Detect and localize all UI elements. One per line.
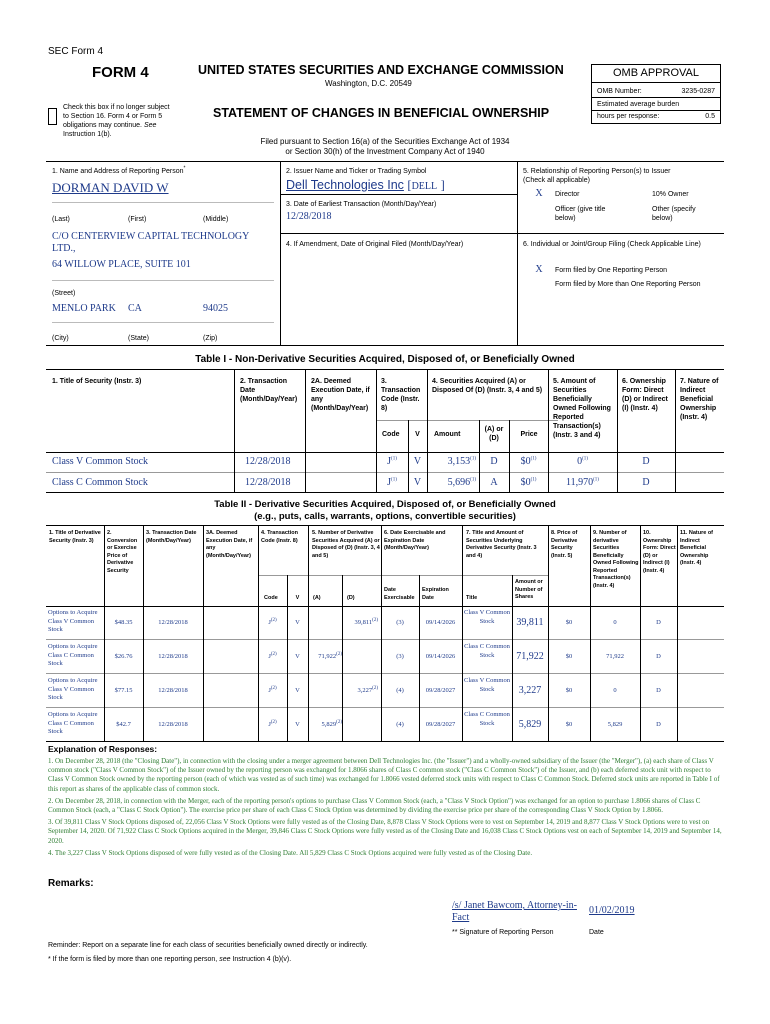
footnote: * If the form is filed by more than one reporting person, see Instruction 4 (b)(v). <box>48 956 292 963</box>
t1-row-owned: 0$^{(1)}$ <box>577 456 588 467</box>
t2-row-price: $77.15 <box>114 687 133 694</box>
t1-row-price: $0$^{(1)}$ <box>520 456 537 467</box>
checkbox-note-line3: obligations may continue. <box>63 122 142 129</box>
t2-amount-header: Amount or Number of Shares <box>515 579 543 600</box>
explanation-note: 2. On December 28, 2018, in connection with the Merger, each of the reporting person's options to purchase Class V Common Stock (each, a "Class V Stock Option") was exchanged for an option to purchase 1.8066 shares of Class C Common Stock (each, a "Class C Stock Option"). The exercise price per share of each Class C Stock Option was determined by dividing the exercise price per share of the corresponding Class V Stock Option by 1.8066. <box>48 796 701 815</box>
t1-row-v: V <box>413 456 422 467</box>
t1-h2: 2. Transaction Date (Month/Day/Year) <box>240 378 298 403</box>
t2-row-underlying-title: Class C Common Stock <box>464 643 510 659</box>
filed-pursuant <box>230 137 540 157</box>
t2-row-title: Options to Acquire Class C Common Stock <box>48 711 98 735</box>
t2-row-title: Options to Acquire Class C Common Stock <box>48 643 98 667</box>
street-label: (Street) <box>52 290 76 297</box>
t2-row-underlying-title: Class V Common Stock <box>464 677 510 693</box>
t2-row-title: Options to Acquire Class V Common Stock <box>48 677 98 701</box>
hours-label: hours per response: <box>597 113 660 120</box>
earliest-date-label: 3. Date of Earliest Transaction (Month/Day/Year) <box>286 201 437 208</box>
t2-row-exercisable: (3) <box>396 653 404 660</box>
t2-row-expiration: 09/14/2026 <box>425 619 456 626</box>
t2-row-d: 3,227$^{(2)}$ <box>357 685 378 694</box>
t1-row-price: $0$^{(1)}$ <box>520 477 537 488</box>
t2-row-owned: 0 <box>613 619 617 626</box>
director-label: Director <box>555 191 580 198</box>
t2-h9: 9. Number of derivative Securities Beneficially Owned Following Reported Transaction(s) (Instr. 4) <box>593 530 639 589</box>
commission-city: Washington, D.C. 20549 <box>325 79 412 88</box>
t2-v-header: V <box>295 595 300 601</box>
t2-row-d: 39,811$^{(2)}$ <box>354 617 378 626</box>
relationship-sub: (Check all applicable) <box>523 177 590 184</box>
t2-a-header: (A) <box>313 595 321 601</box>
t2-row-title: Options to Acquire Class V Common Stock <box>48 609 98 633</box>
state-value: CA <box>128 303 142 314</box>
t2-row-v: V <box>295 721 300 728</box>
explanation-note: 3. Of 39,811 Class V Stock Options disposed of, 22,056 Class V Stock Options were fully vested as of the Closing Date, 8,878 Class V Stock Options were to vest on September 14, 2019 and 8,877 Class V Stock Options were to vest on September 14, 2020. Of 71,922 Class C Stock Options acquired in the Merger, 39,846 Class C Stock Options were fully vested as of the Closing Date and 16,038 Class C Stock Options vest on each of September 14, 2019 and September 14, 2020. <box>48 818 722 845</box>
t2-row-owned: 5,829 <box>607 721 623 728</box>
t1-v-header: V <box>415 431 420 438</box>
t2-row-form: D <box>656 619 661 626</box>
t1-row-date: 12/28/2018 <box>245 456 291 467</box>
issuer-name[interactable]: Dell Technologies Inc <box>286 178 404 192</box>
t1-row-ad: A <box>490 477 498 488</box>
t1-h3: 3. Transaction Code (Instr. 8) <box>381 378 421 412</box>
t1-row-code: $J^{(1)}$ <box>387 456 397 467</box>
t2-row-date: 12/28/2018 <box>158 653 188 660</box>
filing-one-label: Form filed by One Reporting Person <box>555 267 668 274</box>
address-line2: LTD., <box>52 243 76 254</box>
t1-h4: 4. Securities Acquired (A) or Disposed Of (D) (Instr. 3, 4 and 5) <box>432 378 543 394</box>
filed-line1: Filed pursuant to Section 16(a) of the Securities Exchange Act of 1934 <box>260 137 510 146</box>
table1-title: Table I - Non-Derivative Securities Acquired, Disposed of, or Beneficially Owned <box>195 354 575 365</box>
omb-number-label: OMB Number: <box>597 88 642 95</box>
t2-row-exercisable: (4) <box>396 721 404 728</box>
t2-row-expiration: 09/14/2026 <box>425 653 456 660</box>
t2-row-form: D <box>656 687 661 694</box>
t1-h2a: 2A. Deemed Execution Date, if any (Month/Day/Year) <box>311 378 370 412</box>
t2-row-date: 12/28/2018 <box>158 721 188 728</box>
checkbox-note-line1: Check this box if no longer subject <box>63 104 170 111</box>
relationship-title: 5. Relationship of Reporting Person(s) to Issuer <box>523 168 671 175</box>
t2-h3a: 3A. Deemed Execution Date, if any (Month/Day/Year) <box>206 530 253 559</box>
t1-code-header: Code <box>382 431 400 438</box>
t1-price-header: Price <box>520 431 538 438</box>
ten-pct-owner-label: 10% Owner <box>652 191 689 198</box>
t2-h2: 2. Conversion or Exercise Price of Derivative Security <box>107 530 138 574</box>
city-label: (City) <box>52 335 69 342</box>
other-label: Other (specify below) <box>652 206 696 222</box>
omb-title: OMB APPROVAL <box>613 67 699 79</box>
t2-row-v: V <box>295 653 300 660</box>
statement-title: STATEMENT OF CHANGES IN BENEFICIAL OWNERSHIP <box>213 106 550 120</box>
omb-number: 3235-0287 <box>681 88 715 95</box>
t1-row-ad: D <box>490 456 498 467</box>
t2-row-owned: 71,922 <box>606 653 624 660</box>
t1-ad-header: (A) or (D) <box>484 426 504 442</box>
state-label: (State) <box>128 335 150 342</box>
checkbox-note-line2: to Section 16. Form 4 or Form 5 <box>63 113 163 120</box>
t2-row-underlying-amount: 5,829 <box>518 719 542 730</box>
t2-code-header: Code <box>264 595 278 601</box>
t2-row-exercisable: (3) <box>396 619 404 626</box>
explanation-notes <box>48 757 722 858</box>
t2-row-code: $J^{(2)}$ <box>268 685 277 694</box>
t2-h7: 7. Title and Amount of Securities Underlying Derivative Security (Instr. 3 and 4) <box>466 530 537 559</box>
t1-row-owned: 11,970$^{(1)}$ <box>566 477 599 488</box>
t2-row-price: $48.35 <box>114 619 133 626</box>
filing-one-mark[interactable]: X <box>535 264 543 275</box>
t2-row-derivative-price: $0 <box>565 687 573 694</box>
t2-row-date: 12/28/2018 <box>158 619 188 626</box>
director-mark[interactable]: X <box>535 188 543 199</box>
t2-h1: 1. Title of Derivative Security (Instr. 3) <box>49 530 101 544</box>
t1-h7: 7. Nature of Indirect Beneficial Ownership (Instr. 4) <box>680 378 719 421</box>
t2-row-a: 71,922$^{(2)}$ <box>318 651 342 660</box>
checkbox-note <box>63 103 193 139</box>
t2-row-expiration: 09/28/2027 <box>425 721 456 728</box>
t2-row-derivative-price: $0 <box>565 653 573 660</box>
t1-row-code: $J^{(1)}$ <box>387 477 397 488</box>
t2-row-form: D <box>656 721 661 728</box>
t2-row-date: 12/28/2018 <box>158 687 188 694</box>
t2-row-form: D <box>656 653 661 660</box>
zip-label: (Zip) <box>203 335 218 342</box>
t2-row-code: $J^{(2)}$ <box>268 651 277 660</box>
t2-row-underlying-amount: 39,811 <box>516 617 544 628</box>
earliest-date-value: 12/28/2018 <box>286 211 332 222</box>
t1-row-title: Class C Common Stock <box>52 477 148 488</box>
t2-d-header: (D) <box>347 595 355 601</box>
t1-h6: 6. Ownership Form: Direct (D) or Indirect (I) (Instr. 4) <box>622 378 668 412</box>
t2-row-derivative-price: $0 <box>565 619 573 626</box>
explanation-note: 4. The 3,227 Class V Stock Options disposed of were fully vested as of the Closing Date. All 5,829 Class C Stock Options acquired were fully vested as of the Closing Date. <box>48 848 533 857</box>
table2-title <box>46 499 724 523</box>
t2-row-code: $J^{(2)}$ <box>268 719 277 728</box>
city-value: MENLO PARK <box>52 303 116 314</box>
t2-date-ex-header: Date Exercisable <box>384 587 415 601</box>
checkbox-note-see: See <box>143 122 157 129</box>
t2-row-code: $J^{(2)}$ <box>268 617 277 626</box>
issuer-ticker: DELL <box>411 181 438 192</box>
remarks-title: Remarks: <box>48 878 94 889</box>
burden-label: Estimated average burden <box>597 101 680 108</box>
middle-label: (Middle) <box>203 216 229 223</box>
omb-approval-box <box>591 64 721 124</box>
reminder: Reminder: Report on a separate line for each class of securities beneficially owned directly or indirectly. <box>48 942 368 949</box>
table2-title-line2: (e.g., puts, calls, warrants, options, convertible securities) <box>254 511 516 522</box>
reporting-person-name[interactable]: DORMAN DAVID W <box>52 180 169 195</box>
explanation-title: Explanation of Responses: <box>48 744 158 754</box>
t2-h10: 10. Ownership Form: Direct (D) or Indirect (I) (Instr. 4) <box>643 530 676 574</box>
table2-title-line1: Table II - Derivative Securities Acquired, Disposed of, or Beneficially Owned <box>214 499 556 510</box>
t2-row-derivative-price: $0 <box>565 721 573 728</box>
reporting-address <box>52 231 249 271</box>
t1-row-v: V <box>413 477 422 488</box>
commission-name: UNITED STATES SECURITIES AND EXCHANGE COMMISSION <box>198 63 564 77</box>
sec-form-label: SEC Form 4 <box>48 46 104 57</box>
t1-row-form: D <box>642 477 650 488</box>
t2-row-v: V <box>295 687 300 694</box>
t2-row-price: $42.7 <box>116 721 131 728</box>
t2-title-header: Title <box>466 595 478 601</box>
checkbox-note-line4: Instruction 1(b). <box>63 131 112 138</box>
t2-h6: 6. Date Exercisable and Expiration Date (Month/Day/Year) <box>384 530 446 551</box>
signature-label: ** Signature of Reporting Person <box>452 929 554 936</box>
last-label: (Last) <box>52 216 70 223</box>
t2-row-v: V <box>295 619 300 626</box>
issuer-label: 2. Issuer Name and Ticker or Trading Symbol <box>286 168 427 175</box>
t2-row-exercisable: (4) <box>396 687 404 694</box>
t2-row-owned: 0 <box>613 687 617 694</box>
t2-h11: 11. Nature of Indirect Beneficial Ownership (Instr. 4) <box>680 530 714 566</box>
address-line1: C/O CENTERVIEW CAPITAL TECHNOLOGY <box>52 231 250 242</box>
filing-label: 6. Individual or Joint/Group Filing (Check Applicable Line) <box>523 241 701 248</box>
signature-date: 01/02/2019 <box>589 905 635 916</box>
zip-value: 94025 <box>203 303 228 314</box>
t2-exp-header: Expiration Date <box>422 587 449 601</box>
t2-row-underlying-amount: 3,227 <box>518 685 542 696</box>
t1-amount-header: Amount <box>434 431 461 438</box>
ticker-bracket-close: ] <box>440 178 445 192</box>
date-label: Date <box>589 929 604 936</box>
relationship-label <box>523 167 719 185</box>
t1-row-amount: 5,696$^{(1)}$ <box>447 477 476 488</box>
t1-h1: 1. Title of Security (Instr. 3) <box>52 378 142 385</box>
no-longer-subject-checkbox[interactable] <box>48 108 57 125</box>
form-title: FORM 4 <box>92 64 149 81</box>
reporting-person-label: 1. Name and Address of Reporting Person* <box>52 165 186 175</box>
t1-row-amount: 3,153$^{(1)}$ <box>447 456 476 467</box>
filing-more-label: Form filed by More than One Reporting Person <box>555 281 701 288</box>
hours-value: 0.5 <box>705 113 715 120</box>
t1-row-date: 12/28/2018 <box>245 477 291 488</box>
first-label: (First) <box>128 216 147 223</box>
t2-h3: 3. Transaction Date (Month/Day/Year) <box>146 530 197 544</box>
t2-h8: 8. Price of Derivative Security (Instr. 5) <box>551 530 578 559</box>
address-line3: 64 WILLOW PLACE, SUITE 101 <box>52 259 191 270</box>
signature: /s/ Janet Bawcom, Attorney-in-Fact <box>452 900 577 923</box>
t1-row-title: Class V Common Stock <box>52 456 149 467</box>
t2-row-underlying-title: Class C Common Stock <box>464 711 510 727</box>
t2-row-expiration: 09/28/2027 <box>425 687 456 694</box>
t2-h5: 5. Number of Derivative Securities Acquired (A) or Disposed of (D) (Instr. 3, 4 and 5) <box>312 530 380 559</box>
t2-row-underlying-title: Class V Common Stock <box>464 609 510 625</box>
amendment-label: 4. If Amendment, Date of Original Filed (Month/Day/Year) <box>286 241 464 248</box>
officer-label: Officer (give title below) <box>555 206 606 222</box>
t2-row-price: $26.76 <box>114 653 133 660</box>
t2-row-underlying-amount: 71,922 <box>516 651 544 662</box>
t1-row-form: D <box>642 456 650 467</box>
issuer-name-ticker <box>286 178 445 193</box>
ticker-bracket-open: [ <box>407 178 412 192</box>
filed-line2: or Section 30(h) of the Investment Company Act of 1940 <box>285 147 485 156</box>
explanation-note: 1. On December 28, 2018 (the "Closing Date"), in connection with the closing under a merger agreement between Dell Technologies Inc. (the "Issuer") and a wholly-owned subsidiary of the Issuer (the "Merger"), (a) each share of Class V common stock ("Class V Common Stock") of the Issuer owned by the reporting person was exchanged for 1.8066 shares of Class C common stock ("Class C Common Stock") of the Issuer, and (b) each deferred stock unit with respect to Class V Common Stock owned by the reporting person (each of which was vested as of such time) was exchanged for 1.8066 vested deferred stock units with respect to Class C Common Stock. Deferred stock units are reported in Table I of this report as shares of the applicable class of common stock. <box>48 757 720 793</box>
t1-h5: 5. Amount of Securities Beneficially Owned Following Reported Transaction(s) (Instr. 3 and 4) <box>553 378 611 439</box>
t2-h4: 4. Transaction Code (Instr. 8) <box>261 530 298 544</box>
t2-row-a: 5,829$^{(2)}$ <box>321 719 342 728</box>
